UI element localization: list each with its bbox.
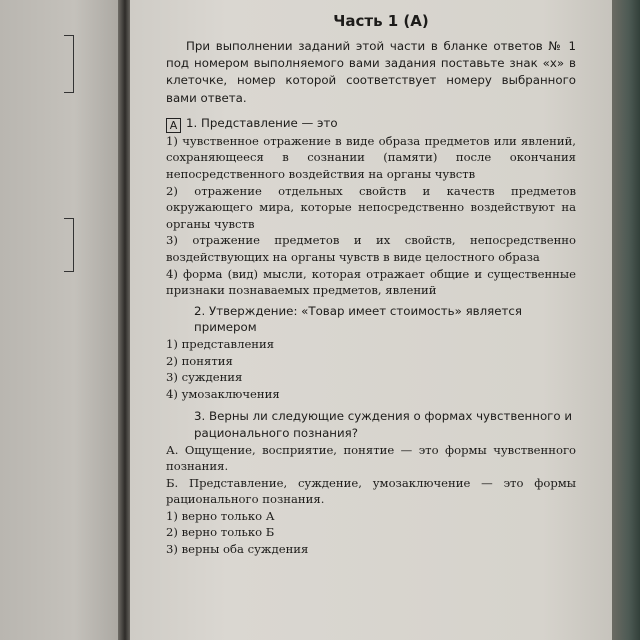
statement: Б. Представление, суждение, умозаключение — это формы рационального познания.	[166, 475, 576, 507]
question-2	[166, 303, 576, 403]
question-1	[166, 115, 576, 299]
answer-option: 1) представления	[166, 336, 275, 351]
question-stem: 2. Утверждение: «Товар имеет стоимость» является примером	[194, 303, 522, 335]
right-page	[130, 0, 615, 640]
question-stem: 1. Представление — это	[186, 115, 338, 130]
page-content	[166, 10, 576, 558]
answer-option: 2) отражение отдельных свойств и качеств предметов окружающего мира, которые непосредственно воздействуют на органы чувств	[166, 183, 576, 231]
background-edge	[612, 0, 640, 640]
answer-option: 3) отражение предметов и их свойств, непосредственно воздействующих на органы чувств в виде целостного образа	[166, 233, 576, 264]
answer-option: 2) понятия	[166, 353, 233, 368]
answer-option: 1) верно только А	[166, 508, 275, 523]
answer-option: 2) верно только Б	[166, 525, 275, 540]
left-page	[0, 0, 124, 640]
question-stem: 3. Верны ли следующие суждения о формах чувственного и рационального познания?	[194, 409, 573, 440]
answer-option: 3) суждения	[166, 370, 243, 385]
answer-option: 4) форма (вид) мысли, которая отражает общие и существенные признаки познаваемых предметов, явлений	[166, 266, 576, 298]
left-page-bracket-mark	[64, 35, 74, 93]
page-title: Часть 1 (А)	[333, 12, 429, 30]
answer-option: 1) чувственное отражение в виде образа предметов или явлений, сохраняющееся в сознании (памяти) после окончания непосредственного воздействия на органы чувств	[166, 133, 576, 181]
question-3	[166, 408, 576, 557]
left-page-bracket-mark	[64, 218, 74, 272]
instructions: При выполнении заданий этой части в бланке ответов № 1 под номером выполняемого вами задания поставьте знак «х» в клеточке, номер которой соответствует номеру выбранного вами ответа.	[166, 39, 576, 105]
answer-option: 4) умозаключения	[166, 386, 280, 401]
answer-option: 3) верны оба суждения	[166, 542, 309, 557]
statement: А. Ощущение, восприятие, понятие — это формы чувственного познания.	[166, 442, 576, 474]
part-badge: А	[166, 118, 181, 133]
